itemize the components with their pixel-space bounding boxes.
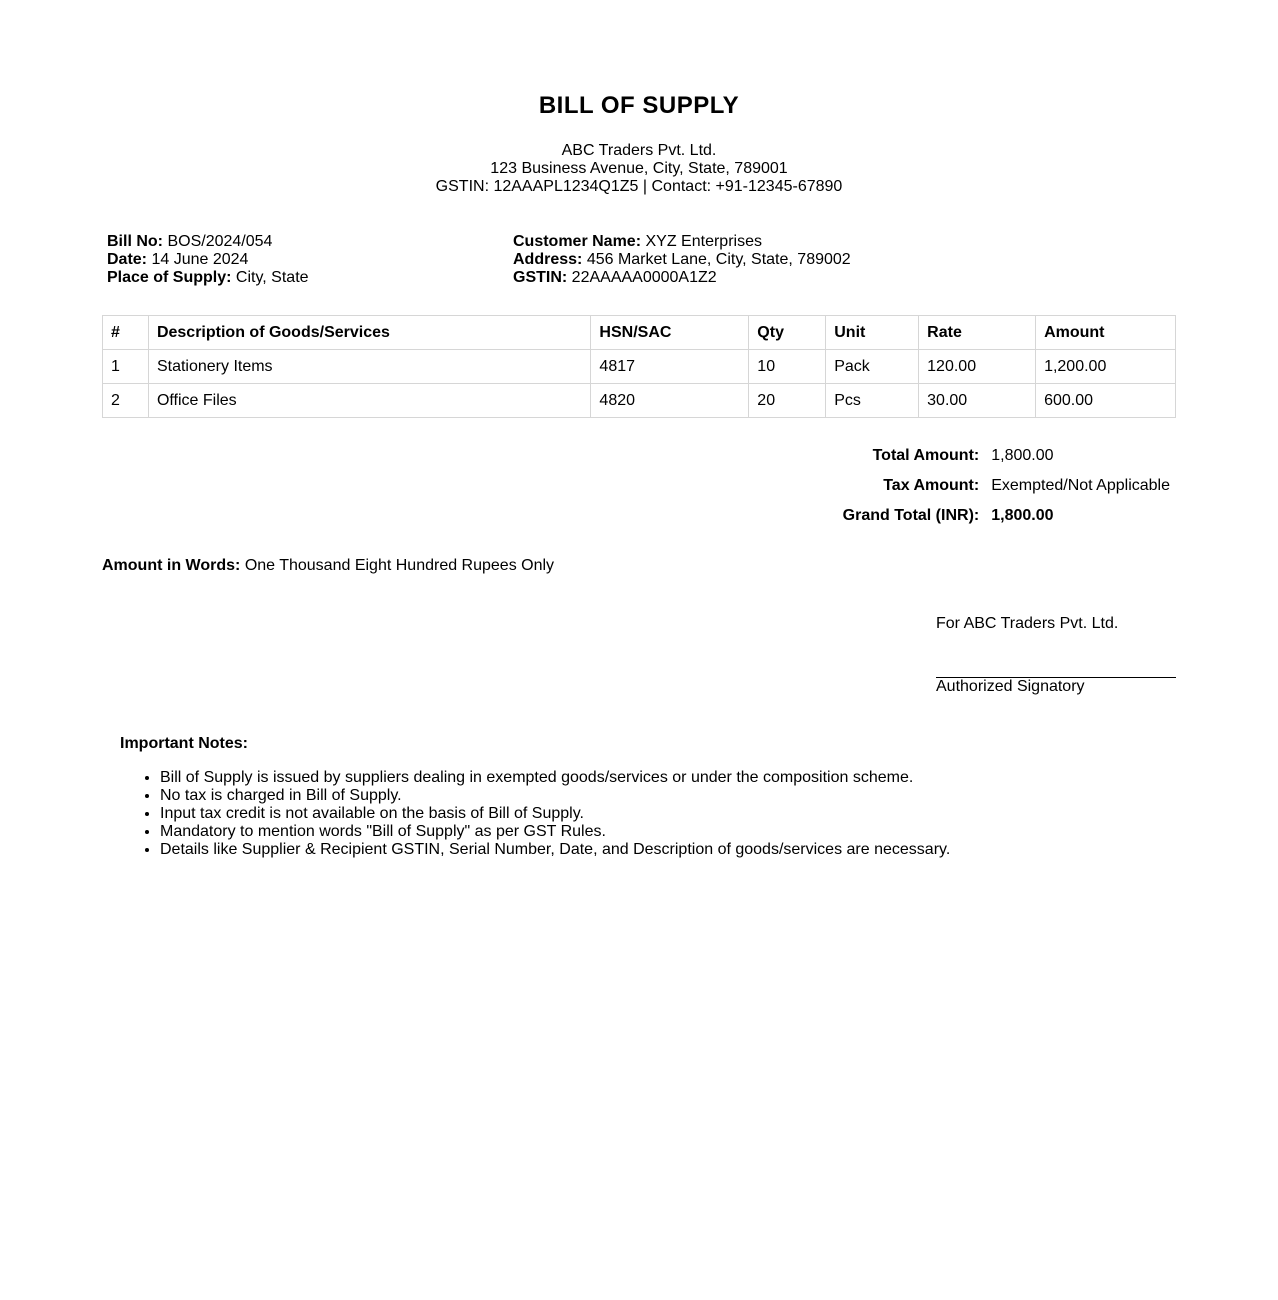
list-item: • Mandatory to mention words "Bill of Supply" as per GST Rules. bbox=[160, 823, 950, 841]
company-address: 123 Business Avenue, City, State, 789001 bbox=[490, 160, 788, 177]
total-amount-value: 1,800.00 bbox=[991, 447, 1054, 464]
notes-title: Important Notes: bbox=[120, 735, 248, 752]
company-name: ABC Traders Pvt. Ltd. bbox=[561, 142, 717, 159]
customer-gstin-value: 22AAAAA0000A1Z2 bbox=[571, 269, 717, 286]
notes-list bbox=[120, 769, 950, 859]
customer-name-label: Customer Name: bbox=[513, 233, 642, 250]
customer-gstin-label: GSTIN: bbox=[513, 269, 568, 286]
header-description: Description of Goods/Services bbox=[148, 316, 590, 350]
bill-number-value: BOS/2024/054 bbox=[167, 233, 273, 250]
cell-description: Stationery Items bbox=[148, 350, 590, 384]
cell-index: 1 bbox=[103, 350, 149, 384]
cell-description: Office Files bbox=[148, 384, 590, 418]
place-of-supply-row bbox=[107, 269, 309, 287]
total-amount-row bbox=[837, 441, 1176, 471]
grand-total-row bbox=[837, 501, 1176, 531]
tax-amount-value: Exempted/Not Applicable bbox=[991, 477, 1170, 494]
cell-hsn-sac: 4817 bbox=[591, 350, 749, 384]
cell-unit: Pack bbox=[826, 350, 919, 384]
bill-info bbox=[107, 233, 309, 287]
cell-rate: 30.00 bbox=[919, 384, 1036, 418]
customer-address-value: 456 Market Lane, City, State, 789002 bbox=[586, 251, 851, 268]
customer-name-row bbox=[513, 233, 851, 251]
place-of-supply-value: City, State bbox=[235, 269, 309, 286]
grand-total-label: Grand Total (INR): bbox=[842, 507, 980, 524]
customer-address-row bbox=[513, 251, 851, 269]
items-table bbox=[102, 315, 1176, 418]
header-amount: Amount bbox=[1036, 316, 1176, 350]
amount-in-words bbox=[102, 557, 554, 575]
customer-info bbox=[513, 233, 851, 287]
list-item: • Input tax credit is not available on the basis of Bill of Supply. bbox=[160, 805, 950, 823]
customer-name-value: XYZ Enterprises bbox=[645, 233, 762, 250]
tax-amount-row bbox=[837, 471, 1176, 501]
header-unit: Unit bbox=[826, 316, 919, 350]
table-header-row bbox=[103, 316, 1176, 350]
cell-qty: 10 bbox=[749, 350, 826, 384]
cell-hsn-sac: 4820 bbox=[591, 384, 749, 418]
signature-for-text: For ABC Traders Pvt. Ltd. bbox=[936, 615, 1119, 632]
bill-number-row bbox=[107, 233, 309, 251]
company-header bbox=[0, 142, 1278, 196]
customer-gstin-row bbox=[513, 269, 851, 287]
cell-unit: Pcs bbox=[826, 384, 919, 418]
table-row bbox=[103, 384, 1176, 418]
cell-index: 2 bbox=[103, 384, 149, 418]
bill-date-value: 14 June 2024 bbox=[151, 251, 249, 268]
customer-address-label: Address: bbox=[513, 251, 583, 268]
document-title: BILL OF SUPPLY bbox=[538, 92, 740, 119]
authorized-signatory: Authorized Signatory bbox=[936, 678, 1085, 695]
bill-date-label: Date: bbox=[107, 251, 148, 268]
header-index: # bbox=[103, 316, 149, 350]
tax-amount-label: Tax Amount: bbox=[883, 477, 980, 494]
bill-number-label: Bill No: bbox=[107, 233, 163, 250]
list-item: • No tax is charged in Bill of Supply. bbox=[160, 787, 950, 805]
header-qty: Qty bbox=[749, 316, 826, 350]
header-hsn-sac: HSN/SAC bbox=[591, 316, 749, 350]
total-amount-label: Total Amount: bbox=[872, 447, 980, 464]
cell-qty: 20 bbox=[749, 384, 826, 418]
amount-in-words-label: Amount in Words: bbox=[102, 557, 241, 574]
amount-in-words-value: One Thousand Eight Hundred Rupees Only bbox=[244, 557, 555, 574]
grand-total-value: 1,800.00 bbox=[991, 507, 1054, 524]
cell-amount: 600.00 bbox=[1036, 384, 1176, 418]
totals-summary bbox=[837, 441, 1176, 531]
cell-amount: 1,200.00 bbox=[1036, 350, 1176, 384]
signature-block bbox=[936, 615, 1176, 696]
table-row bbox=[103, 350, 1176, 384]
bill-date-row bbox=[107, 251, 309, 269]
cell-rate: 120.00 bbox=[919, 350, 1036, 384]
header-rate: Rate bbox=[919, 316, 1036, 350]
list-item: • Details like Supplier & Recipient GSTIN, Serial Number, Date, and Description of goods/services are necessary. bbox=[160, 841, 950, 859]
place-of-supply-label: Place of Supply: bbox=[107, 269, 232, 286]
list-item: • Bill of Supply is issued by suppliers dealing in exempted goods/services or under the composition scheme. bbox=[160, 769, 950, 787]
company-contact: GSTIN: 12AAAPL1234Q1Z5 | Contact: +91-12345-67890 bbox=[435, 178, 843, 195]
